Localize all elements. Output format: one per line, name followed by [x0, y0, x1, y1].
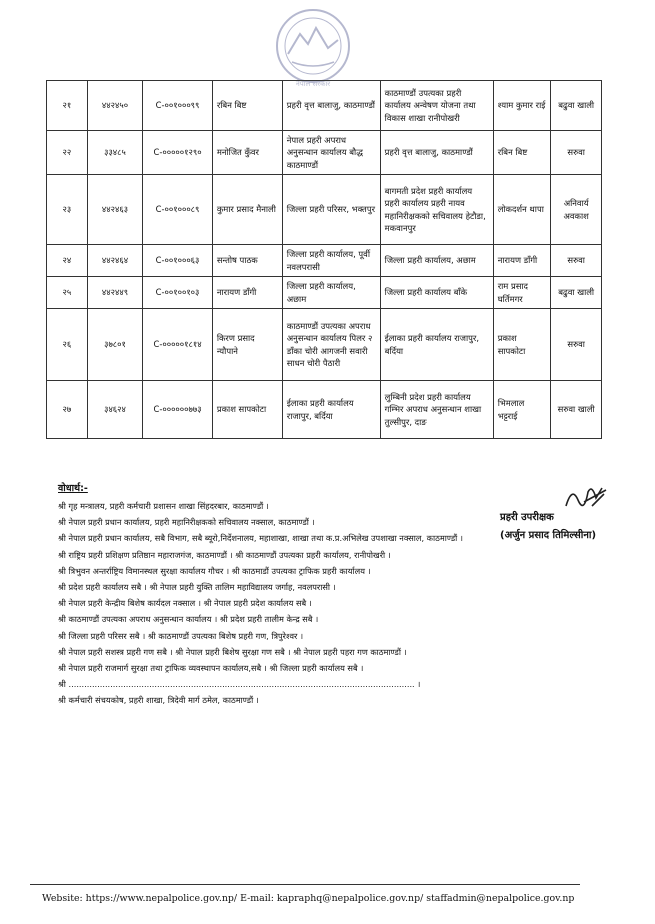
employee-name-cell: सन्तोष पाठक	[212, 245, 282, 277]
new-office-cell: काठमाण्डौं उपत्यका प्रहरी कार्यालय अन्वेषण योजना तथा विकास शाखा रानीपोखरी	[380, 81, 493, 131]
replacement-cell: राम प्रसाद घर्तिमगर	[493, 277, 551, 309]
serial-number-cell: २७	[47, 381, 88, 439]
code-number-cell: C-००१००१०३	[143, 277, 213, 309]
serial-number-cell: २३	[47, 175, 88, 245]
remark-cell: सरुवा खाली	[551, 381, 602, 439]
employee-name-cell: रबिन बिष्ट	[212, 81, 282, 131]
employee-name-cell: नारायण डाँगी	[212, 277, 282, 309]
code-number-cell: C-००१०००८९	[143, 175, 213, 245]
new-office-cell: ईलाका प्रहरी कार्यालय राजापुर, बर्दिया	[380, 309, 493, 381]
bodhartha-heading: वोधार्थ:-	[58, 483, 88, 494]
svg-text:नेपाल सरकार: नेपाल सरकार	[295, 80, 331, 88]
bodhartha-line: श्री नेपाल प्रहरी केन्द्रीय बिशेष कार्यदल नक्साल । श्री नेपाल प्रहरी प्रदेश कार्यालय सबै ।	[58, 598, 312, 609]
current-office-cell: प्रहरी वृत्त बालाजु, काठमाण्डौं	[282, 81, 380, 131]
replacement-cell: भिमलाल भट्टराई	[493, 381, 551, 439]
replacement-cell: प्रकाश सापकोटा	[493, 309, 551, 381]
employee-name-cell: कुमार प्रसाद मैनाली	[212, 175, 282, 245]
signatory-name: (अर्जुन प्रसाद तिमिल्सीना)	[500, 530, 597, 541]
current-office-cell: जिल्ला प्रहरी परिसर, भक्तपुर	[282, 175, 380, 245]
serial-number-cell: २१	[47, 81, 88, 131]
serial-number-cell: २२	[47, 131, 88, 175]
serial-number-cell: २५	[47, 277, 88, 309]
remark-cell: बढुवा खाली	[551, 277, 602, 309]
employee-id-cell: ३७८०१	[87, 309, 142, 381]
replacement-cell: लोकदर्शन थापा	[493, 175, 551, 245]
bodhartha-line: श्री राष्ट्रिय प्रहरी प्रशिक्षण प्रतिष्ठान महाराजगंज, काठमाण्डौं । श्री काठमाण्डौं उपत्यका प्रहरी कार्यालय, रानीपोखरी ।	[58, 549, 391, 560]
serial-number-cell: २४	[47, 245, 88, 277]
remark-cell: सरुवा	[551, 131, 602, 175]
serial-number-cell: २६	[47, 309, 88, 381]
bodhartha-line: श्री ..................................................................................................................................... ।	[58, 679, 421, 690]
bodhartha-line: श्री नेपाल प्रहरी प्रधान कार्यालय, सबै विभाग, सबै ब्यूरो,निर्देशनालय, महाशाखा, शाखा तथा क.प्र.अभिलेख उपशाखा नक्साल, काठमाण्डौं ।	[58, 533, 463, 544]
bodhartha-line: श्री गृह मन्त्रालय, प्रहरी कर्मचारी प्रशासन शाखा सिंहदरबार, काठमाण्डौं ।	[58, 501, 269, 511]
bodhartha-line: श्री कर्मचारी संचयकोष, प्रहरी शाखा, त्रिदेवी मार्ग ठमेल, काठमाण्डौं ।	[58, 695, 259, 706]
replacement-cell: नारायण डाँगी	[493, 245, 551, 277]
new-office-cell: लुम्बिनी प्रदेश प्रहरी कार्यालय गम्भिर अपराध अनुसन्धान शाखा तुल्सीपुर, दाङ	[380, 381, 493, 439]
signature-scribble	[562, 482, 610, 512]
bodhartha-line: श्री जिल्ला प्रहरी परिसर सबै । श्री काठमाण्डौं उपत्यका बिशेष प्रहरी गण, त्रिपुरेश्वर ।	[58, 630, 304, 641]
current-office-cell: काठमाण्डौं उपत्यका अपराध अनुसन्धान कार्यालय पिलर २ डाँका चोरी आगजनी सवारी साधन चोरी पैठारी	[282, 309, 380, 381]
employee-id-cell: ४४२४६३	[87, 175, 142, 245]
new-office-cell: प्रहरी वृत्त बालाजु, काठमाण्डौं	[380, 131, 493, 175]
footer-contact: Website: https://www.nepalpolice.gov.np/ E-mail: kapraphq@nepalpolice.gov.np/ staffadmin@nepalpolice.gov.np	[42, 893, 575, 904]
bodhartha-line: श्री काठमाण्डौं उपत्यका अपराध अनुसन्धान कार्यालय । श्री प्रदेश प्रहरी तालीम केन्द्र सबै ।	[58, 614, 319, 625]
replacement-cell: रबिन बिष्ट	[493, 131, 551, 175]
remark-cell: सरुवा	[551, 309, 602, 381]
employee-name-cell: किरण प्रसाद न्यौपाने	[212, 309, 282, 381]
bodhartha-line: श्री नेपाल प्रहरी प्रधान कार्यालय, प्रहरी महानिरीक्षकको सचिवालय नक्साल, काठमाण्डौं ।	[58, 517, 315, 528]
employee-id-cell: ४४२४६४	[87, 245, 142, 277]
employee-name-cell: प्रकाश सापकोटा	[212, 381, 282, 439]
footer-divider	[30, 884, 580, 885]
employee-id-cell: ३४६२४	[87, 381, 142, 439]
current-office-cell: नेपाल प्रहरी अपराध अनुसन्धान कार्यालय बौद्ध काठमाण्डौं	[282, 131, 380, 175]
table-row	[47, 131, 602, 175]
table-row	[47, 381, 602, 439]
remark-cell: सरुवा	[551, 245, 602, 277]
bodhartha-line: श्री नेपाल प्रहरी सशस्त्र प्रहरी गण सबै । श्री नेपाल प्रहरी बिशेष सुरक्षा गण सबै । श्री नेपाल प्रहरी पहरा गण काठमाण्डौं ।	[58, 646, 407, 657]
employee-id-cell: ४४२४४९	[87, 277, 142, 309]
bodhartha-line: श्री प्रदेश प्रहरी कार्यालय सबै । श्री नेपाल प्रहरी युक्ति तालिम महाविद्यालय जर्गाह, नवलपरासी ।	[58, 582, 336, 593]
table-row	[47, 175, 602, 245]
current-office-cell: ईलाका प्रहरी कार्यालय राजापुर, बर्दिया	[282, 381, 380, 439]
replacement-cell: श्याम कुमार राई	[493, 81, 551, 131]
new-office-cell: बागमती प्रदेश प्रहरी कार्यालय प्रहरी कार्यालय प्रहरी नायव महानिरीक्षकको सचिवालय हेटौडा, मकवानपुर	[380, 175, 493, 245]
remark-cell: बढुवा खाली	[551, 81, 602, 131]
current-office-cell: जिल्ला प्रहरी कार्यालय, अछाम	[282, 277, 380, 309]
remark-cell: अनिवार्य अवकाश	[551, 175, 602, 245]
table-row	[47, 309, 602, 381]
bodhartha-line: श्री त्रिभुवन अन्तर्राष्ट्रिय विमानस्थल सुरक्षा कार्यालय गौचर । श्री काठमाडौं उपत्यका ट्राफिक प्रहरी कार्यालय ।	[58, 565, 371, 576]
code-number-cell: C-००००००७७३	[143, 381, 213, 439]
code-number-cell: C-००१०००६३	[143, 245, 213, 277]
bodhartha-line: श्री नेपाल प्रहरी राजमार्ग सुरक्षा तथा ट्राफिक व्यवस्थापन कार्यालय,सबै । श्री जिल्ला प्रहरी कार्यालय सबै ।	[58, 663, 364, 674]
new-office-cell: जिल्ला प्रहरी कार्यालय बाँके	[380, 277, 493, 309]
table-row	[47, 245, 602, 277]
bodhartha-list	[58, 498, 478, 709]
transfer-table	[46, 80, 602, 439]
employee-id-cell: ४४२४५०	[87, 81, 142, 131]
employee-id-cell: ३३४८५	[87, 131, 142, 175]
code-number-cell: C-००१०००९९	[143, 81, 213, 131]
signatory-title: प्रहरी उपरीक्षक	[500, 512, 554, 523]
table-row	[47, 81, 602, 131]
current-office-cell: जिल्ला प्रहरी कार्यालय, पूर्वी नवलपरासी	[282, 245, 380, 277]
table-row	[47, 277, 602, 309]
code-number-cell: C-०००००१८१४	[143, 309, 213, 381]
new-office-cell: जिल्ला प्रहरी कार्यालय, अछाम	[380, 245, 493, 277]
employee-name-cell: मनोजित कुँवर	[212, 131, 282, 175]
code-number-cell: C-०००००१२९०	[143, 131, 213, 175]
